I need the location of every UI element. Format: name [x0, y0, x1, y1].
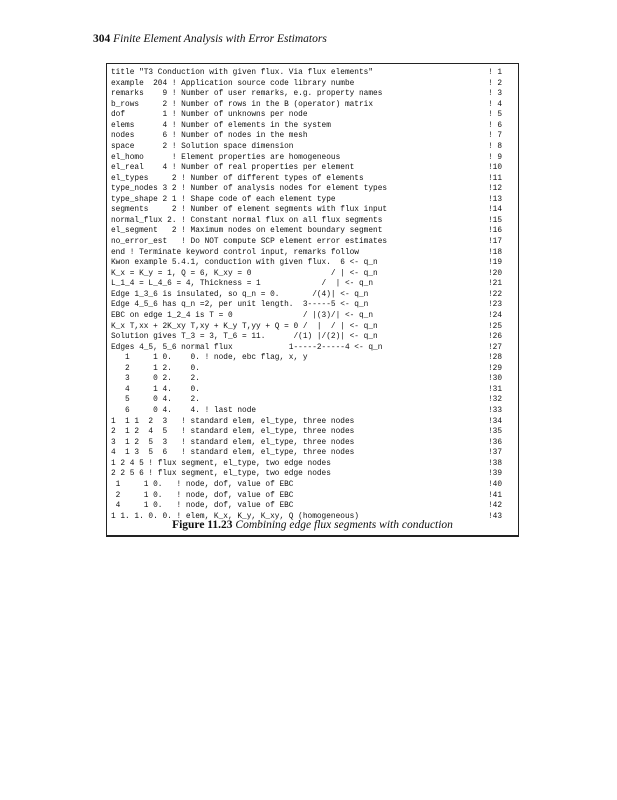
- code-line-text: end ! Terminate keyword control input, remarks follow: [111, 248, 359, 257]
- caption-label: Figure 11.23: [172, 519, 233, 531]
- code-line-text: 1 1 0. 0. ! node, ebc flag, x, y: [111, 354, 308, 363]
- code-line-number: !12: [488, 185, 503, 194]
- code-line-number: !13: [488, 195, 503, 204]
- code-line: [111, 79, 514, 90]
- code-line: [111, 153, 514, 164]
- code-line-number: !41: [488, 491, 503, 500]
- code-line-text: L_1_4 = L_4_6 = 4, Thickness = 1 / | <- q_n: [111, 280, 374, 289]
- code-line: [111, 68, 514, 79]
- code-line-number: !31: [488, 385, 503, 394]
- code-line: [111, 459, 514, 470]
- code-line: [111, 311, 514, 322]
- code-line-text: type_shape 2 1 ! Shape code of each element type: [111, 195, 336, 204]
- code-line-text: dof 1 ! Number of unknowns per node: [111, 111, 308, 120]
- code-line: [111, 501, 514, 512]
- code-line-text: 4 1 0. ! node, dof, value of EBC: [111, 502, 294, 511]
- code-line: [111, 385, 514, 396]
- code-line-number: !26: [488, 333, 503, 342]
- code-line: [111, 174, 514, 185]
- code-line-text: segments 2 ! Number of element segments with flux input: [111, 206, 388, 215]
- code-line-number: !35: [488, 428, 503, 437]
- code-line: [111, 480, 514, 491]
- code-line-number: ! 1: [488, 69, 503, 77]
- code-line-text: normal_flux 2. ! Constant normal flux on all flux segments: [111, 216, 383, 225]
- code-line-text: K_x = K_y = 1, Q = 6, K_xy = 0 / | <- q_n: [111, 269, 378, 278]
- code-line-text: Kwon example 5.4.1, conduction with given flux. 6 <- q_n: [111, 259, 378, 268]
- code-line-text: 3 1 2 5 3 ! standard elem, el_type, three nodes: [111, 438, 355, 447]
- code-line: [111, 269, 514, 280]
- code-line: [111, 121, 514, 132]
- code-line: [111, 395, 514, 406]
- code-line-text: 2 1 0. ! node, dof, value of EBC: [111, 491, 294, 500]
- code-line-number: !10: [488, 164, 503, 173]
- code-line-number: !37: [488, 449, 503, 458]
- code-line: [111, 226, 514, 237]
- code-line-number: !42: [488, 502, 503, 511]
- running-title: Finite Element Analysis with Error Estimators: [113, 33, 327, 45]
- code-line: [111, 406, 514, 417]
- code-line: [111, 279, 514, 290]
- code-line: [111, 184, 514, 195]
- code-line: [111, 290, 514, 301]
- code-line: [111, 353, 514, 364]
- code-line-number: !22: [488, 290, 503, 299]
- code-line-number: !25: [488, 322, 503, 331]
- code-line-text: 2 1 2 4 5 ! standard elem, el_type, three nodes: [111, 428, 355, 437]
- code-line-number: !32: [488, 396, 503, 405]
- code-line-number: !23: [488, 301, 503, 310]
- code-line-text: nodes 6 ! Number of nodes in the mesh: [111, 132, 308, 141]
- code-line-number: !14: [488, 206, 503, 215]
- code-line-text: title "T3 Conduction with given flux. Via flux elements": [111, 69, 374, 77]
- code-line: [111, 322, 514, 333]
- code-line-text: el_real 4 ! Number of real properties per element: [111, 164, 355, 173]
- code-line-number: !36: [488, 438, 503, 447]
- code-line-text: EBC on edge 1_2_4 is T = 0 / |(3)/| <- q_n: [111, 311, 374, 320]
- code-line-number: ! 2: [488, 79, 503, 88]
- code-line-text: Edge 4_5_6 has q_n =2, per unit length. 3-----5 <- q_n: [111, 301, 369, 310]
- code-line-text: 1 2 4 5 ! flux segment, el_type, two edge nodes: [111, 459, 331, 468]
- code-line: [111, 364, 514, 375]
- code-line: [111, 89, 514, 100]
- code-line-text: Edges 4_5, 5_6 normal flux 1-----2-----4 <- q_n: [111, 343, 383, 352]
- code-line-number: !17: [488, 238, 503, 246]
- code-line-text: 6 0 4. 4. ! last node: [111, 407, 257, 415]
- code-line-text: 1 1 0. ! node, dof, value of EBC: [111, 480, 294, 489]
- code-line-number: ! 3: [488, 90, 503, 99]
- code-line-number: ! 6: [488, 121, 503, 130]
- code-line-text: example 204 ! Application source code library numbe: [111, 79, 355, 88]
- code-line: [111, 448, 514, 459]
- code-line: [111, 417, 514, 428]
- code-line-number: !24: [488, 311, 503, 320]
- code-line-number: !40: [488, 480, 503, 489]
- code-line: [111, 248, 514, 259]
- code-line: [111, 100, 514, 111]
- code-line-number: !34: [488, 417, 503, 426]
- code-line: [111, 142, 514, 153]
- code-line-number: !39: [488, 470, 503, 479]
- figure-box: [106, 63, 519, 537]
- code-line-number: ! 4: [488, 100, 503, 109]
- code-line-text: el_homo ! Element properties are homogeneous: [111, 153, 341, 162]
- code-line: [111, 163, 514, 174]
- code-line-text: el_types 2 ! Number of different types of elements: [111, 174, 364, 183]
- code-line: [111, 216, 514, 227]
- code-line-text: 4 1 3 5 6 ! standard elem, el_type, three nodes: [111, 449, 355, 458]
- code-line-number: !43: [488, 512, 503, 521]
- caption-text: Combining edge flux segments with conduction: [235, 519, 453, 531]
- code-line-number: ! 8: [488, 142, 503, 151]
- code-line-text: 2 2 5 6 ! flux segment, el_type, two edge nodes: [111, 470, 331, 479]
- code-line-number: !29: [488, 364, 503, 373]
- code-line: [111, 438, 514, 449]
- code-line-number: ! 5: [488, 111, 503, 120]
- code-line-text: 1 1. 1. 0. 0. ! elem, K_x, K_y, K_xy, Q (homogeneous): [111, 512, 359, 521]
- code-line-number: !30: [488, 375, 503, 384]
- code-line-number: !15: [488, 216, 503, 225]
- code-line-text: remarks 9 ! Number of user remarks, e.g. property names: [111, 90, 383, 99]
- code-line-text: el_segment 2 ! Maximum nodes on element boundary segment: [111, 227, 383, 236]
- code-line: [111, 110, 514, 121]
- code-line-text: 5 0 4. 2.: [111, 396, 200, 405]
- code-line: [111, 427, 514, 438]
- code-line-number: !18: [488, 248, 503, 257]
- code-line-number: !28: [488, 354, 503, 363]
- code-line: [111, 195, 514, 206]
- code-line: [111, 300, 514, 311]
- code-line-text: K_x T,xx + 2K_xy T,xy + K_y T,yy + Q = 0 / | / | <- q_n: [111, 322, 378, 331]
- code-line: [111, 491, 514, 502]
- code-line-number: !19: [488, 259, 503, 268]
- code-line-number: !21: [488, 280, 503, 289]
- code-line: [111, 374, 514, 385]
- figure-caption: [107, 519, 518, 531]
- code-line: [111, 332, 514, 343]
- code-line-number: ! 9: [488, 153, 503, 162]
- code-line-text: type_nodes 3 2 ! Number of analysis nodes for element types: [111, 185, 388, 194]
- code-line-number: ! 7: [488, 132, 503, 141]
- code-line-number: !16: [488, 227, 503, 236]
- code-line: [111, 131, 514, 142]
- code-line-text: 4 1 4. 0.: [111, 385, 200, 394]
- code-line-text: space 2 ! Solution space dimension: [111, 142, 294, 151]
- code-line: [111, 343, 514, 354]
- page-number: 304: [93, 33, 111, 45]
- code-line-text: 2 1 2. 0.: [111, 364, 200, 373]
- code-line-number: !27: [488, 343, 503, 352]
- code-line-number: !33: [488, 407, 503, 415]
- code-line: [111, 205, 514, 216]
- code-line-text: Solution gives T_3 = 3, T_6 = 11. /(1) |/(2)| <- q_n: [111, 333, 378, 342]
- code-listing: [111, 68, 514, 522]
- page-header: [93, 33, 327, 45]
- code-line-text: 1 1 1 2 3 ! standard elem, el_type, three nodes: [111, 417, 355, 426]
- code-line-text: no_error_est ! Do NOT compute SCP element error estimates: [111, 238, 388, 246]
- code-line-number: !20: [488, 269, 503, 278]
- code-line: [111, 258, 514, 269]
- code-line: [111, 469, 514, 480]
- code-line-text: Edge 1_3_6 is insulated, so q_n = 0. /(4)| <- q_n: [111, 290, 369, 299]
- code-line: [111, 237, 514, 248]
- code-line-number: !11: [488, 174, 503, 183]
- code-line-text: 3 0 2. 2.: [111, 375, 200, 384]
- code-line-text: b_rows 2 ! Number of rows in the B (operator) matrix: [111, 100, 374, 109]
- code-line-text: elems 4 ! Number of elements in the system: [111, 121, 331, 130]
- code-line-number: !38: [488, 459, 503, 468]
